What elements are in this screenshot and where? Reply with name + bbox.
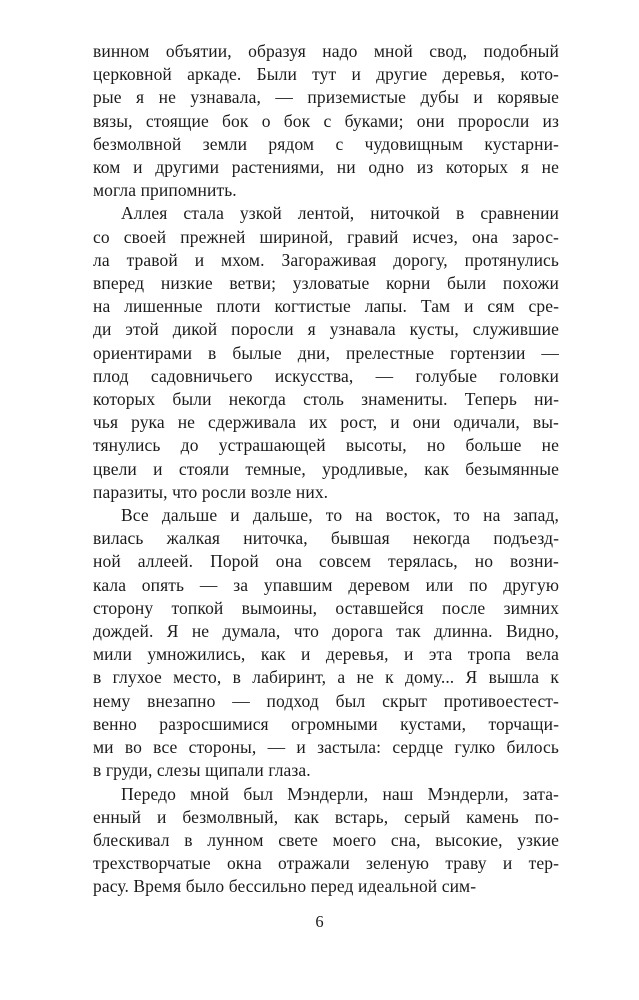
text-line: вилась жалкая ниточка, бывшая некогда подъезд- (93, 528, 559, 549)
text-line: мили умножились, как и деревья, и эта тропа вела (93, 644, 559, 665)
text-line: вперед низкие ветви; узловатые корни были похожи (93, 273, 559, 294)
paragraph (93, 40, 559, 202)
text-line: в груди, слезы щипали глаза. (93, 760, 311, 781)
text-line: тянулись до устрашающей высоты, но больше не (93, 435, 559, 456)
text-line: ком и другими растениями, ни одно из которых я не (93, 157, 559, 178)
text-line: расу. Время было бессильно перед идеальной сим- (93, 876, 477, 897)
paragraph (93, 202, 559, 504)
text-line: ла травой и мхом. Загораживая дорогу, протянулись (93, 249, 559, 270)
text-line: церковной аркаде. Были тут и другие деревья, кото- (93, 64, 559, 85)
text-line: вязы, стоящие бок о бок с буками; они проросли из (93, 110, 559, 131)
text-line: сторону топкой вымоины, оставшейся после зимних (93, 597, 559, 618)
text-line: трехстворчатые окна отражали зеленую траву и тер- (93, 853, 559, 874)
text-line: ми во все стороны, — и застыла: сердце гулко билось (93, 737, 559, 758)
text-line: ди этой дикой поросли я узнавала кусты, служившие (93, 319, 559, 340)
page-number: 6 (315, 912, 324, 931)
paragraph (93, 783, 559, 899)
text-line: винном объятии, образуя надо мной свод, подобный (93, 41, 559, 61)
text-line: венно разросшимися огромными кустами, торчащи- (93, 713, 559, 734)
text-line: енный и безмолвный, как встарь, серый камень по- (93, 806, 559, 827)
text-line: которых были некогда столь знамениты. Теперь ни- (93, 389, 559, 410)
text-line: Аллея стала узкой лентой, ниточкой в сравнении (121, 203, 559, 224)
text-line: рые я не узнавала, — приземистые дубы и корявые (93, 87, 559, 108)
text-line: дождей. Я не думала, что дорога так длинна. Видно, (93, 621, 559, 642)
text-line: цвели и стояли темные, уродливые, как безымянные (93, 458, 559, 479)
text-line: кала опять — за упавшим деревом или по другую (93, 574, 559, 595)
text-line: блескивал в лунном свете моего сна, высокие, узкие (93, 829, 559, 850)
text-line: в глухое место, в лабиринт, а не к дому... Я вышла к (93, 667, 559, 688)
text-line: на лишенные плоти когтистые лапы. Там и сям сре- (93, 296, 559, 317)
text-line: Передо мной был Мэндерли, наш Мэндерли, зата- (121, 783, 559, 804)
text-line: Все дальше и дальше, то на восток, то на запад, (121, 505, 559, 526)
text-line: чья рука не сдерживала их рост, и они одичали, вы- (93, 412, 559, 433)
text-line: ной аллеей. Порой она совсем терялась, но возни- (93, 551, 559, 572)
text-line: со своей прежней шириной, гравий исчез, она зарос- (93, 226, 559, 247)
text-line: паразиты, что росли возле них. (93, 481, 329, 502)
text-line: нему внезапно — подход был скрыт противоестест- (93, 690, 559, 711)
text-line: безмолвной земли рядом с чудовищным кустарни- (93, 133, 559, 154)
text-line: плод садовничьего искусства, — голубые головки (93, 365, 559, 386)
page-text (93, 40, 559, 899)
text-line: могла припомнить. (93, 180, 237, 201)
text-line: ориентирами в былые дни, прелестные гортензии — (93, 342, 559, 363)
paragraph (93, 504, 559, 782)
